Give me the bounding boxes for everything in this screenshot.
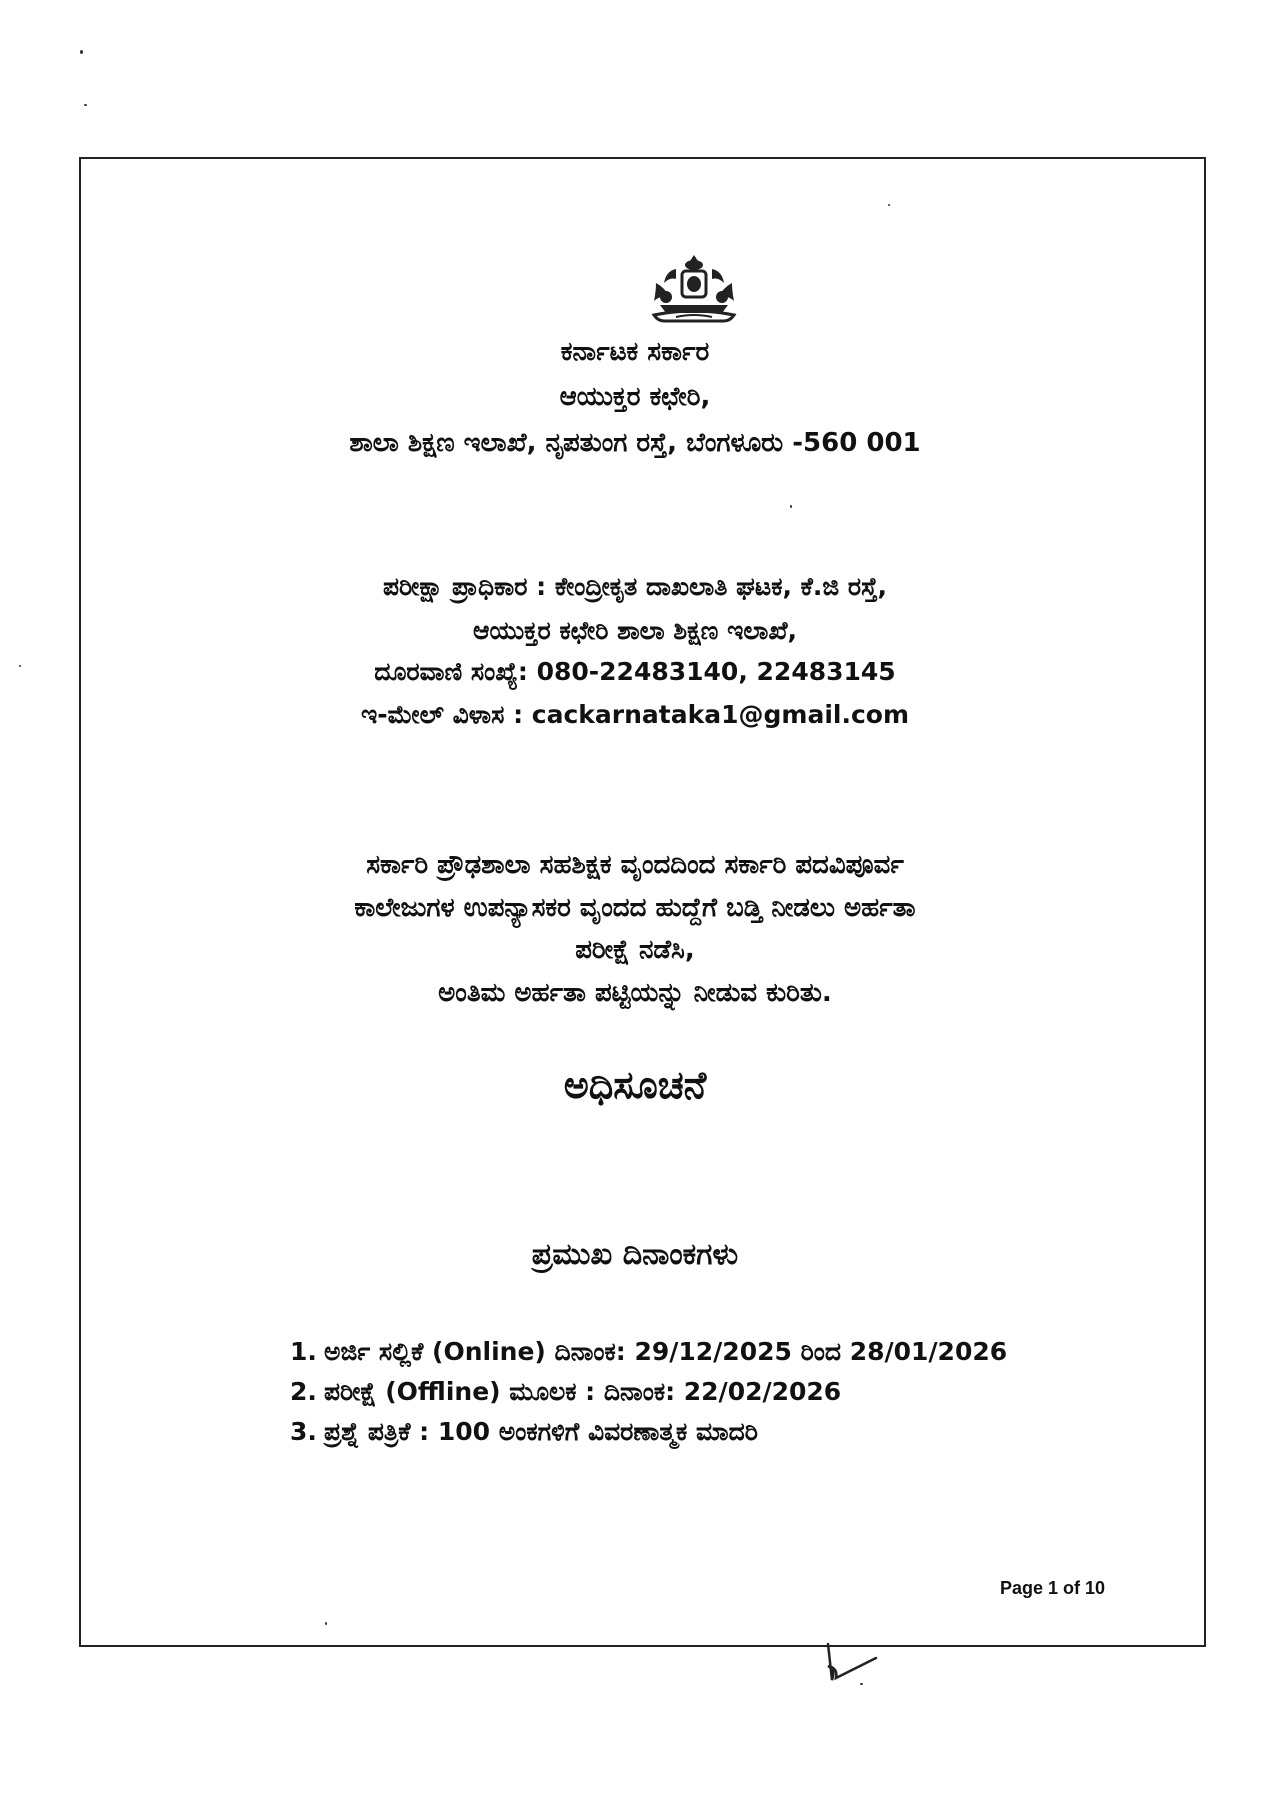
list-item-number: 1. xyxy=(290,1337,317,1366)
subject-line: ಅಂತಿಮ ಅರ್ಹತಾ ಪಟ್ಟಿಯನ್ನು ನೀಡುವ ಕುರಿತು. xyxy=(438,978,832,1008)
exam-authority: ಪರೀಕ್ಷಾ ಪ್ರಾಧಿಕಾರ : ಕೇಂದ್ರೀಕೃತ ದಾಖಲಾತಿ ಘಟಕ, ಕೆ.ಜಿ ರಸ್ತೆ, xyxy=(382,572,888,601)
state-emblem-icon xyxy=(646,253,742,323)
email-address: ಇ-ಮೇಲ್ ವಿಳಾಸ : cackarnataka1@gmail.com xyxy=(360,700,910,729)
key-dates-list xyxy=(290,1332,1007,1452)
office-address: ಶಾಲಾ ಶಿಕ್ಷಣ ಇಲಾಖೆ, ನೃಪತುಂಗ ರಸ್ತೆ, ಬೆಂಗಳೂರು -560 001 xyxy=(349,428,921,458)
list-item xyxy=(290,1332,1007,1372)
signature-icon xyxy=(820,1638,890,1688)
government-name: ಕರ್ನಾಟಕ ಸರ್ಕಾರ xyxy=(560,337,710,367)
list-item-number: 2. xyxy=(290,1377,317,1406)
list-item-text: ಅರ್ಜಿ ಸಲ್ಲಿಕೆ (Online) ದಿನಾಂಕ: 29/12/2025 ರಿಂದ 28/01/2026 xyxy=(324,1337,1008,1366)
key-dates-title: ಪ್ರಮುಖ ದಿನಾಂಕಗಳು xyxy=(531,1237,739,1272)
list-item-text: ಪರೀಕ್ಷೆ (Offline) ಮೂಲಕ : ದಿನಾಂಕ: 22/02/2026 xyxy=(324,1377,842,1406)
phone-number: ದೂರವಾಣಿ ಸಂಖ್ಯೆ: 080-22483140, 22483145 xyxy=(374,657,896,686)
office-name: ಆಯುಕ್ತರ ಕಛೇರಿ, xyxy=(559,382,711,412)
subject-line: ಸರ್ಕಾರಿ ಪ್ರೌಢಶಾಲಾ ಸಹಶಿಕ್ಷಕ ವೃಂದದಿಂದ ಸರ್ಕಾರಿ ಪದವಿಪೂರ್ವ xyxy=(366,850,904,880)
list-item xyxy=(290,1412,1007,1452)
list-item xyxy=(290,1372,1007,1412)
list-item-number: 3. xyxy=(290,1417,317,1446)
scan-speck xyxy=(84,104,87,106)
subject-line: ಪರೀಕ್ಷೆ ನಡೆಸಿ, xyxy=(575,935,695,965)
notice-title: ಅಧಿಸೂಚನೆ xyxy=(563,1063,707,1107)
authority-office: ಆಯುಕ್ತರ ಕಛೇರಿ ಶಾಲಾ ಶಿಕ್ಷಣ ಇಲಾಖೆ, xyxy=(472,616,798,645)
scan-speck xyxy=(80,50,83,54)
page-number: Page 1 of 10 xyxy=(1000,1578,1106,1598)
list-item-text: ಪ್ರಶ್ನೆ ಪತ್ರಿಕೆ : 100 ಅಂಕಗಳಿಗೆ ವಿವರಣಾತ್ಮಕ ಮಾದರಿ xyxy=(324,1417,758,1446)
subject-line: ಕಾಲೇಜುಗಳ ಉಪನ್ಯಾಸಕರ ವೃಂದದ ಹುದ್ದೆಗೆ ಬಡ್ತಿ ನೀಡಲು ಅರ್ಹತಾ xyxy=(354,893,916,923)
